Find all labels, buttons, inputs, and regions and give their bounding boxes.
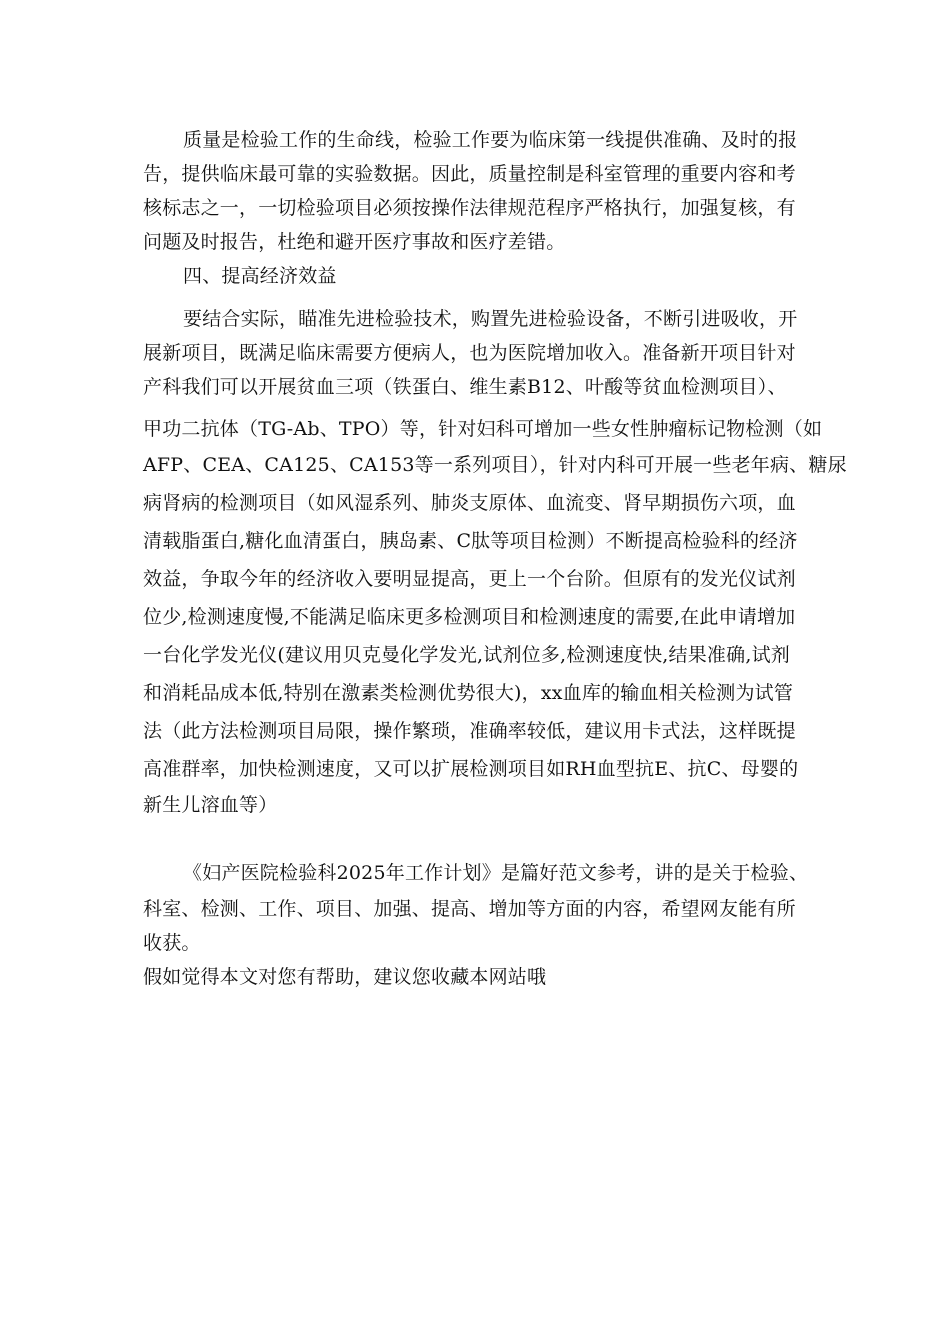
text-line: 要结合实际，瞄准先进检验技术，购置先进检验设备，不断引进吸收，开 — [183, 308, 798, 330]
text-line: 产科我们可以开展贫血三项（铁蛋白、维生素B12、叶酸等贫血检测项目）、 — [143, 376, 787, 398]
section-heading: 四、提高经济效益 — [183, 265, 337, 287]
text-line: 质量是检验工作的生命线，检验工作要为临床第一线提供准确、及时的报 — [183, 129, 798, 151]
text-line: 告，提供临床最可靠的实验数据。因此，质量控制是科室管理的重要内容和考 — [143, 163, 796, 185]
text-line: 高准群率，加快检测速度，又可以扩展检测项目如RH血型抗E、抗C、母婴的 — [143, 758, 799, 780]
text-line: 效益，争取今年的经济收入要明显提高，更上一个台阶。但原有的发光仪试剂 — [143, 568, 796, 590]
text-line: 甲功二抗体（TG-Ab、TPO）等，针对妇科可增加一些女性肿瘤标记物检测（如 — [143, 418, 823, 440]
text-line: 展新项目，既满足临床需要方便病人，也为医院增加收入。准备新开项目针对 — [143, 342, 796, 364]
text-line: 病肾病的检测项目（如风湿系列、肺炎支原体、血流变、肾早期损伤六项，血 — [143, 492, 796, 514]
text-line: 问题及时报告，杜绝和避开医疗事故和医疗差错。 — [143, 231, 566, 253]
summary-line: 收获。 — [143, 932, 201, 954]
summary-line: 《妇产医院检验科2025年工作计划》是篇好范文参考，讲的是关于检验、 — [183, 862, 809, 884]
summary-line: 科室、检测、工作、项目、加强、提高、增加等方面的内容，希望网友能有所 — [143, 898, 796, 920]
text-line: 一台化学发光仪(建议用贝克曼化学发光,试剂位多,检测速度快,结果准确,试剂 — [143, 644, 790, 666]
text-line: 新生儿溶血等） — [143, 794, 278, 816]
text-line: 核标志之一，一切检验项目必须按操作法律规范程序严格执行，加强复核，有 — [143, 197, 796, 219]
text-line: 法（此方法检测项目局限，操作繁琐，准确率较低，建议用卡式法，这样既提 — [143, 720, 796, 742]
closing-line: 假如觉得本文对您有帮助，建议您收藏本网站哦 — [143, 966, 547, 988]
text-line: 和消耗品成本低,特别在激素类检测优势很大)，xx血库的输血相关检测为试管 — [143, 682, 794, 704]
text-line: AFP、CEA、CA125、CA153等一系列项目），针对内科可开展一些老年病、糖尿 — [143, 454, 847, 476]
text-line: 清载脂蛋白,糖化血清蛋白，胰岛素、C肽等项目检测）不断提高检验科的经济 — [143, 530, 798, 552]
text-line: 位少,检测速度慢,不能满足临床更多检测项目和检测速度的需要,在此申请增加 — [143, 606, 796, 628]
